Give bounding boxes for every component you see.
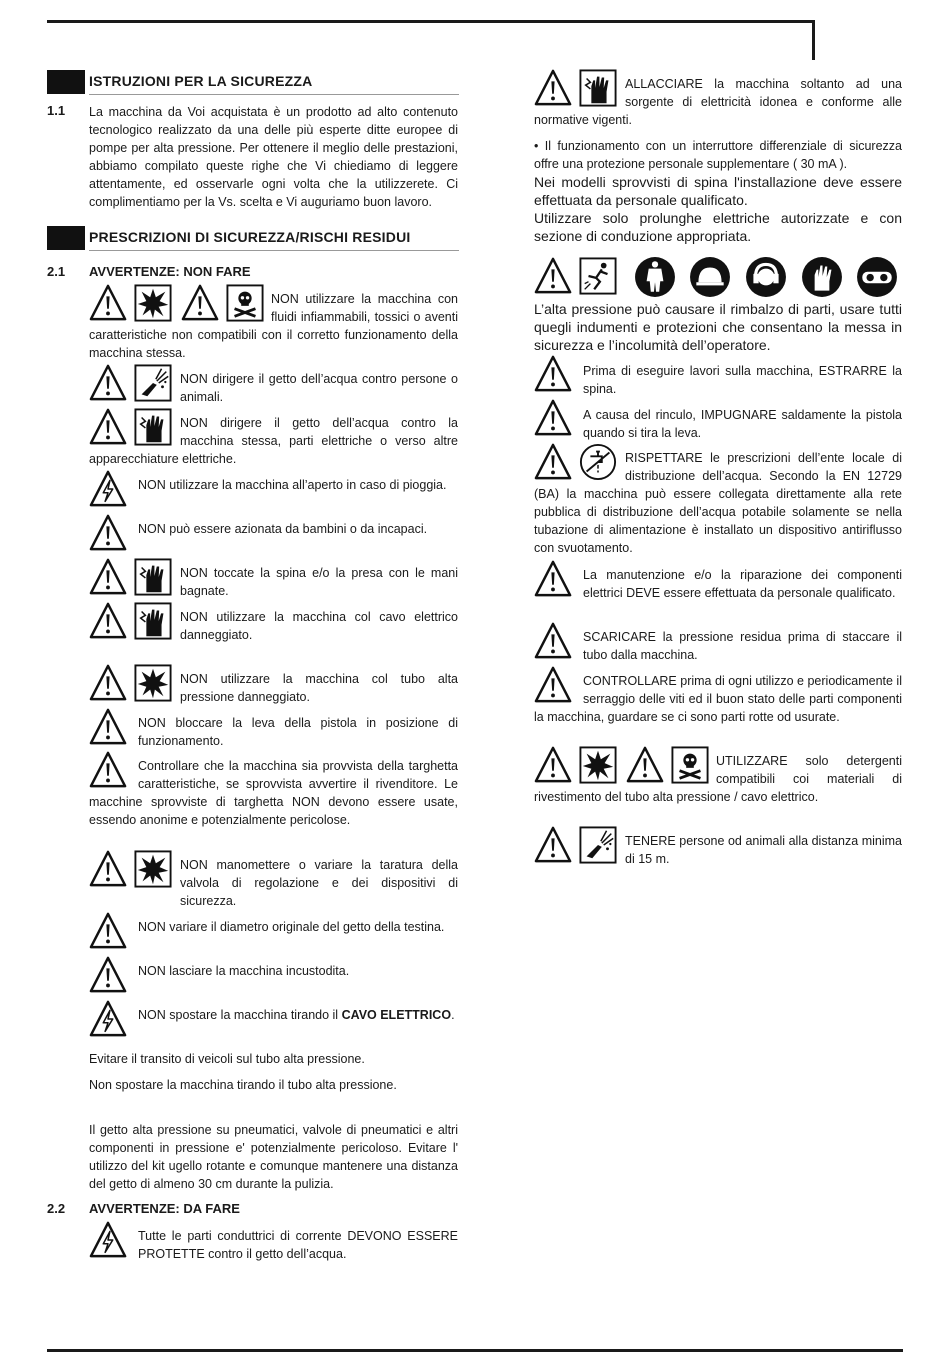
warning-triangle-icon (89, 912, 127, 950)
protective-suit-icon (634, 256, 676, 298)
warning-text-part: . (451, 1008, 455, 1022)
electric-triangle-icon (89, 1000, 127, 1038)
warning-text-content: ALLACCIARE la macchina soltanto ad una sorgente di elettricità idonea e conforme alle normative vigenti. (534, 77, 902, 127)
warning-triangle-icon (89, 664, 127, 702)
icon-spacer (89, 414, 180, 450)
warning-triangle-icon (89, 708, 127, 746)
warning-text: NON può essere azionata da bambini o da incapaci. (138, 522, 428, 536)
electric-hand-icon (134, 602, 172, 640)
warning-text (534, 75, 902, 129)
warning-text (534, 672, 902, 726)
electric-hand-icon (134, 558, 172, 596)
paragraph: Il getto alta pressione su pneumatici, valvole di pneumatici e altri componenti in pressione e' potenzialmente pericoloso. Evitare l' utilizzo del kit ugello rotante e comunque mantenere una distanza del getto di almeno 30 cm durante la pulizia. (89, 1123, 458, 1191)
warning-text-content: NON utilizzare la macchina con fluidi infiammabili, tossici o aventi caratteristiche non compatibili con il corretto funzionamento della macchina stessa. (89, 292, 458, 360)
rebound-hazard-icon (579, 257, 617, 295)
bottom-border (47, 1349, 903, 1352)
water-jet-icon (579, 826, 617, 864)
subsection-title: AVVERTENZE: DA FARE (89, 1201, 240, 1216)
warning-text-content: CONTROLLARE prima di ogni utilizzo e periodicamente il serraggio delle viti ed il buon stato delle parti componenti la macchina, guardare se ci sono parti rotte od usurate. (534, 674, 902, 724)
warning-text-content: NON dirigere il getto dell’acqua contro la macchina stessa, parti elettriche o verso altre apparecchiature elettriche. (89, 416, 458, 466)
top-border-corner (812, 20, 815, 60)
warning-triangle-icon (89, 514, 127, 552)
warning-text (138, 1006, 458, 1024)
icon-spacer (89, 757, 138, 793)
warning-text (534, 752, 902, 806)
warning-triangle-icon (534, 622, 572, 660)
warning-triangle-icon (534, 257, 572, 295)
section-marker (47, 70, 85, 94)
icon-spacer (534, 752, 716, 788)
warning-text: NON utilizzare la macchina all’aperto in caso di pioggia. (138, 478, 447, 492)
warning-text-content: Controllare che la macchina sia provvista della targhetta caratteristiche, se sprovvista avvertire il rivenditore. Le macchine sprovviste di targhetta NON devono essere usate, essendo anonime e potenzialmente pericolose. (89, 759, 458, 827)
section-rule (89, 94, 459, 95)
gloves-icon (801, 256, 843, 298)
helmet-icon (689, 256, 731, 298)
ear-protection-icon (745, 256, 787, 298)
section-marker (47, 226, 85, 250)
subsection-title: AVVERTENZE: NON FARE (89, 264, 251, 279)
warning-text: NON variare il diametro originale del getto della testina. (138, 920, 445, 934)
warning-triangle-icon (89, 956, 127, 994)
warning-text: NON toccate la spina e/o la presa con le mani bagnate. (180, 566, 458, 598)
section-header-safety-prescriptions (47, 226, 459, 250)
warning-triangle-icon (89, 558, 127, 596)
warning-triangle-icon (534, 826, 572, 864)
warning-text-content: RISPETTARE le prescrizioni dell’ente locale di distribuzione dell’acqua. Secondo la EN 12729 (BA) la macchina può essere collegata direttamente alla rete pubblica di distribuzione dell’acqua potabile solamente se nella tubazione di alimentazione è installato un dispositivo antiriflusso con svuotamento. (534, 451, 902, 555)
paragraph: Nei modelli sprovvisti di spina l'installazione deve essere effettuata da personale qualificato. (534, 174, 902, 208)
warning-text: NON dirigere il getto dell’acqua contro persone o animali. (180, 372, 458, 404)
warning-text: Prima di eseguire lavori sulla macchina, ESTRARRE la spina. (583, 364, 902, 396)
paragraph: Non spostare la macchina tirando il tubo alta pressione. (89, 1078, 397, 1092)
warning-text: TENERE persone od animali alla distanza minima di 15 m. (625, 834, 902, 866)
warning-text (89, 290, 458, 362)
paragraph: L’alta pressione può causare il rimbalzo di parti, usare tutti quegli indumenti e protezioni che consentano la messa in sicurezza e l’incolumità dell’operatore. (534, 301, 902, 353)
warning-triangle-icon (89, 364, 127, 402)
goggles-icon (856, 256, 898, 298)
subsection-number: 2.1 (47, 264, 66, 279)
warning-text: SCARICARE la pressione residua prima di staccare il tubo dalla macchina. (583, 630, 902, 662)
warning-text: NON utilizzare la macchina col cavo elettrico danneggiato. (180, 610, 458, 642)
electric-triangle-icon (89, 1221, 127, 1259)
warning-text: Tutte le parti conduttrici di corrente DEVONO ESSERE PROTETTE contro il getto dell’acqua. (138, 1229, 458, 1261)
warning-text: NON lasciare la macchina incustodita. (138, 964, 350, 978)
intro-paragraph: La macchina da Voi acquistata è un prodotto ad alto contenuto tecnologico realizzato da una delle più esperte ditte europee di pompe per alta pressione. Per ottenere il meglio delle prestazioni, abbiamo compilato queste righe che Vi chiediamo di leggere attentamente, ed osservarle ogni volta che la utilizzerete. Ci complimentiamo per la Vs. scelta e Vi auguriamo buon lavoro. (89, 105, 458, 209)
warning-triangle-icon (89, 850, 127, 888)
warning-triangle-icon (534, 355, 572, 393)
icon-spacer (534, 449, 625, 485)
section-title: ISTRUZIONI PER LA SICUREZZA (89, 73, 313, 89)
warning-triangle-icon (534, 399, 572, 437)
warning-text (89, 414, 458, 468)
explosion-icon (134, 664, 172, 702)
warning-text (534, 449, 902, 557)
electric-triangle-icon (89, 470, 127, 508)
warning-text: NON manomettere o variare la taratura della valvola di regolazione e dei dispositivi di sicurezza. (180, 858, 458, 908)
warning-triangle-icon (534, 560, 572, 598)
top-border (47, 20, 815, 23)
subsection-number: 2.2 (47, 1201, 66, 1216)
paragraph: Evitare il transito di veicoli sul tubo alta pressione. (89, 1052, 365, 1066)
section-number: 1.1 (47, 103, 66, 118)
warning-triangle-icon (89, 602, 127, 640)
paragraph: Utilizzare solo prolunghe elettriche autorizzate e con sezione di conduzione appropriata. (534, 210, 902, 244)
warning-text: NON bloccare la leva della pistola in posizione di funzionamento. (138, 716, 458, 748)
icon-spacer (534, 75, 625, 111)
warning-text-bold: CAVO ELETTRICO (341, 1008, 452, 1022)
water-jet-icon (134, 364, 172, 402)
warning-text: NON utilizzare la macchina col tubo alta pressione danneggiato. (180, 672, 458, 704)
warning-text: A causa del rinculo, IMPUGNARE saldamente la pistola quando si tira la leva. (583, 408, 902, 440)
paragraph: • Il funzionamento con un interruttore differenziale di sicurezza offre una protezione personale supplementare ( 30 mA ). (534, 139, 902, 171)
section-header-safety-instructions (47, 70, 459, 94)
warning-text-content: UTILIZZARE solo detergenti compatibili coi materiali di rivestimento del tubo alta pressione / cavo elettrico. (534, 754, 902, 804)
section-rule (89, 250, 459, 251)
icon-spacer (89, 290, 271, 326)
warning-text-part: NON spostare la macchina tirando il (138, 1008, 342, 1022)
explosion-icon (134, 850, 172, 888)
warning-text: La manutenzione e/o la riparazione dei componenti elettrici DEVE essere effettuata da personale qualificato. (583, 568, 902, 600)
icon-spacer (534, 672, 583, 708)
warning-text (89, 757, 458, 829)
section-title: PRESCRIZIONI DI SICUREZZA/RISCHI RESIDUI (89, 229, 411, 245)
